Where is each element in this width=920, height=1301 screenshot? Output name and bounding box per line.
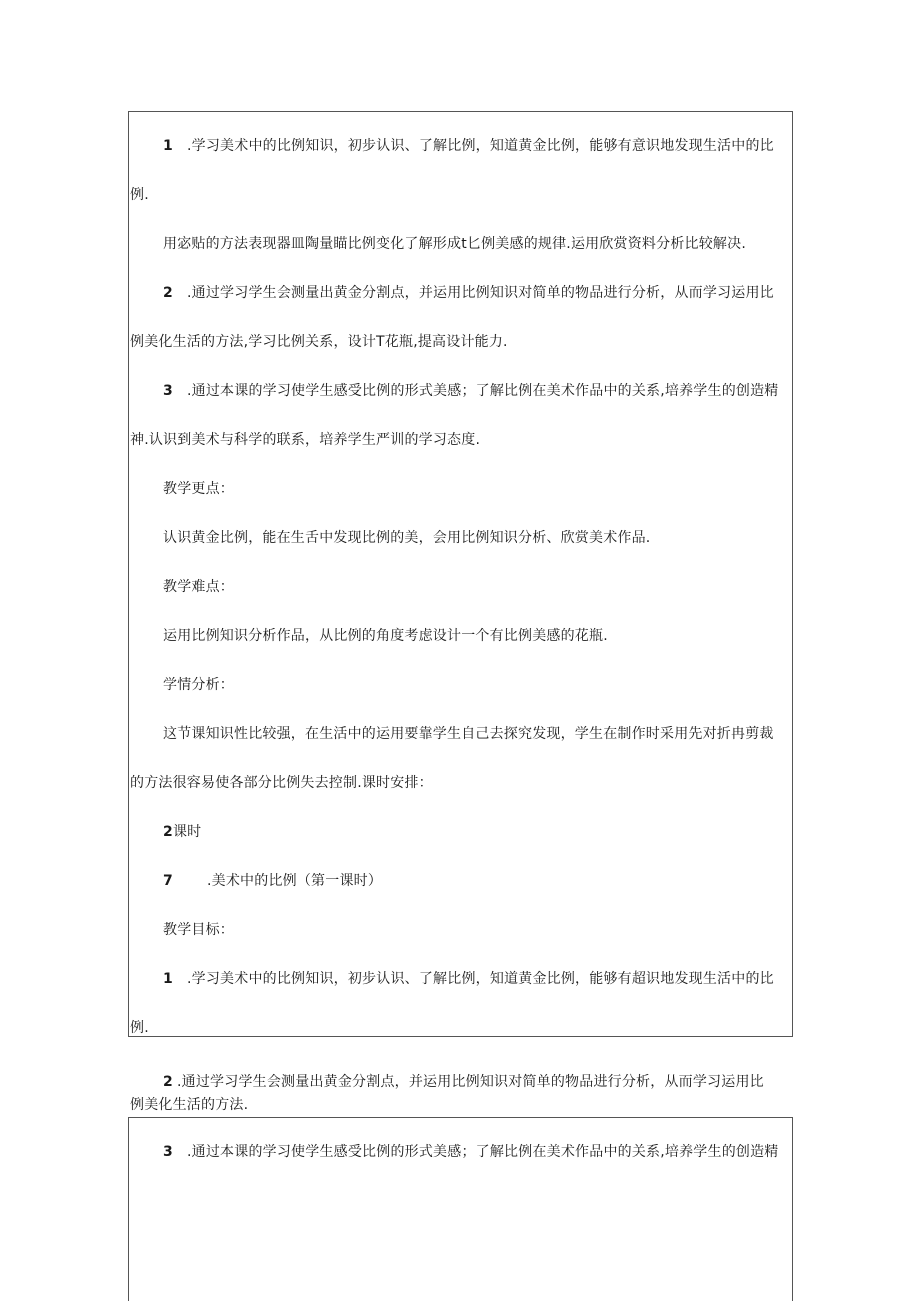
objective-3-line-1 — [163, 382, 779, 400]
paragraph-text: 例美化生活的方法,学习比例关系，设计T花瓶,提高设计能力. — [130, 334, 508, 350]
paragraph-text: .学习美术中的比例知识，初步认识、了解比例，知道黄金比例，能够有超识地发现生活中的比 — [187, 971, 774, 987]
objective-3-line-2 — [130, 431, 480, 449]
paragraph-text: 认识黄金比例，能在生舌中发现比例的美，会用比例知识分析、欣赏美术作品. — [163, 530, 651, 546]
paragraph-text: 用宓贴的方法表现器皿陶量瞄比例变化了解形成t匕例美感的规律.运用欣赏资料分析比较解决. — [163, 236, 746, 252]
key-points-heading — [163, 480, 234, 498]
paragraph-text: .通过本课的学习使学生感受比例的形式美感；了解比例在美术作品中的关系,培养学生的创造精 — [187, 383, 779, 399]
paragraph-text: .通过学习学生会测量出黄金分割点，并运用比例知识对简单的物品进行分析，从而学习运用比 — [177, 1074, 764, 1090]
list-number: 3 — [163, 1144, 173, 1160]
paragraph-text: 运用比例知识分析作品，从比例的角度考虑设计一个有比例美感的花瓶. — [163, 628, 608, 644]
objective-1b-line-2 — [130, 1019, 149, 1037]
list-number: 1 — [163, 971, 173, 987]
paragraph-text: 这节课知识性比较强，在生活中的运用要靠学生自己去探究发现，学生在制作时采用先对折冉剪裁 — [163, 726, 774, 742]
teaching-objectives-heading — [163, 921, 234, 939]
objective-2b-line-1 — [163, 1073, 764, 1091]
student-analysis-heading — [163, 676, 234, 694]
lesson-title — [163, 872, 382, 890]
objective-2-line-1 — [163, 284, 774, 302]
objective-2b-line-2 — [130, 1096, 248, 1114]
difficult-points-heading — [163, 578, 234, 596]
paragraph-text: 例. — [130, 1020, 149, 1036]
section-heading: 学情分析： — [163, 677, 234, 693]
paragraph-text: 的方法很容易使各部分比例失去控制.课时安排： — [130, 775, 433, 791]
key-points-text — [163, 529, 650, 547]
list-number: 2 — [163, 824, 173, 840]
section-heading: 教学目标： — [163, 922, 234, 938]
list-number: 3 — [163, 383, 173, 399]
paragraph-text: 神.认识到美术与科学的联系，培养学生严训的学习态度. — [130, 432, 481, 448]
list-number: 7 — [163, 873, 173, 889]
list-number: 1 — [163, 138, 173, 154]
objective-1b-line-1 — [163, 970, 774, 988]
objective-2-line-2 — [130, 333, 508, 351]
objective-1-line-1 — [163, 137, 774, 155]
paragraph-text: .通过学习学生会测量出黄金分割点，并运用比例知识对简单的物品进行分析，从而学习运用比 — [187, 285, 774, 301]
paragraph-text: .通过本课的学习使学生感受比例的形式美感；了解比例在美术作品中的关系,培养学生的创造精 — [187, 1144, 779, 1160]
paragraph-text: .学习美术中的比例知识，初步认识、了解比例，知道黄金比例，能够有意识地发现生活中的比 — [187, 138, 774, 154]
student-analysis-line-1 — [163, 725, 774, 743]
objective-1-line-2 — [130, 186, 149, 204]
list-number: 2 — [163, 1074, 173, 1090]
lesson-count — [163, 823, 201, 841]
paragraph-text: 例美化生活的方法. — [130, 1097, 249, 1113]
section-heading: 教学更点： — [163, 481, 234, 497]
paragraph-text: .美术中的比例（第一课时） — [207, 873, 383, 889]
difficult-points-text — [163, 627, 608, 645]
method-line — [163, 235, 746, 253]
objective-3b-line-1 — [163, 1143, 779, 1161]
student-analysis-line-2 — [130, 774, 433, 792]
list-number: 2 — [163, 285, 173, 301]
section-heading: 教学难点： — [163, 579, 234, 595]
paragraph-text: 课时 — [172, 824, 202, 840]
paragraph-text: 例. — [130, 187, 149, 203]
